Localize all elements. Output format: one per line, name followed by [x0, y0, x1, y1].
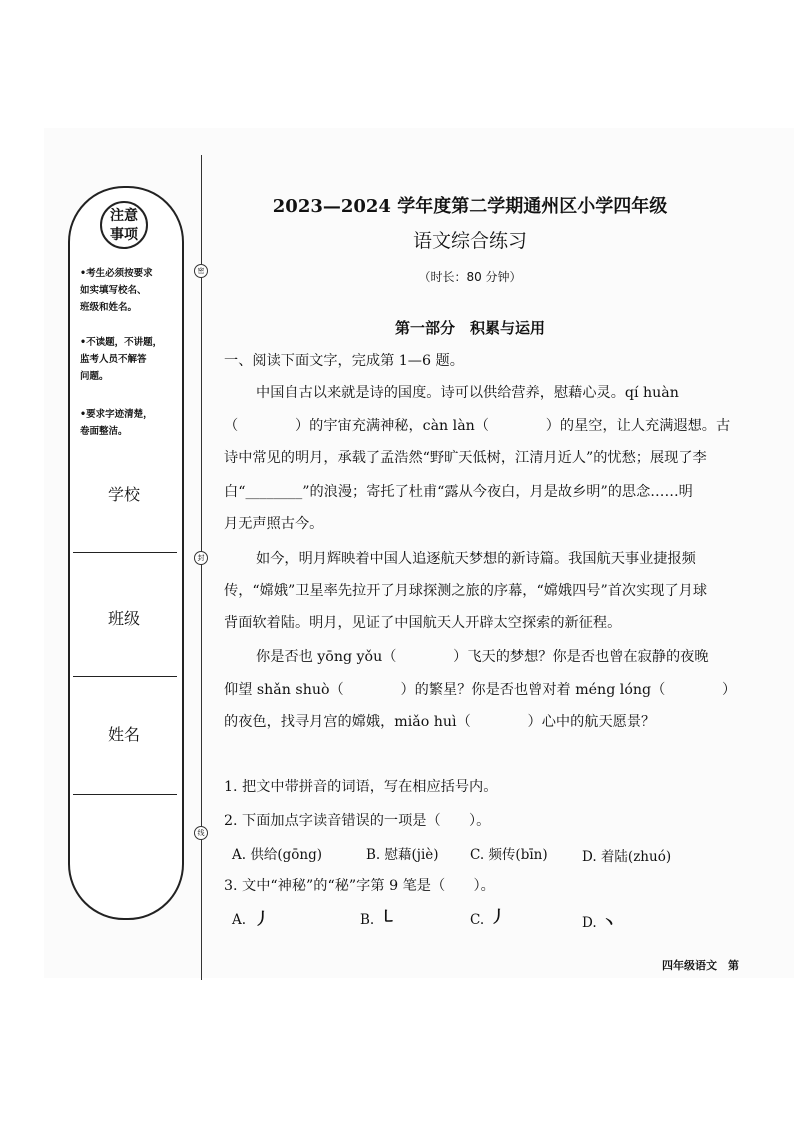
q2-option-a[interactable]: A. 供给(gōng)	[232, 847, 322, 863]
exam-subtitle: 语文综合练习	[412, 230, 527, 252]
q3-option-c[interactable]: C.	[470, 912, 485, 928]
q2-option-c[interactable]: C. 频传(bīn)	[470, 847, 548, 863]
seal-hole-3: 线	[194, 826, 208, 840]
section-instruction: 一、阅读下面文字，完成第 1—6 题。	[224, 353, 464, 369]
passage-line: 月无声照古今。	[224, 516, 324, 532]
stroke-vertical-curve-icon: ㇄	[380, 907, 397, 926]
page-footer: 四年级语文 第	[662, 959, 739, 972]
name-line[interactable]	[73, 794, 177, 795]
q2-option-b[interactable]: B. 慰藉(jiè)	[366, 847, 439, 863]
stroke-dot-icon: 丶	[601, 913, 618, 932]
q3-option-d[interactable]: D.	[582, 915, 597, 931]
q2-option-d[interactable]: D. 着陆(zhuó)	[582, 849, 672, 865]
question-2: 2. 下面加点字读音错误的一项是（ ）。	[224, 813, 491, 829]
passage-line: 中国自古以来就是诗的国度。诗可以供给营养，慰藉心灵。qí huàn	[256, 385, 679, 401]
school-label: 学校	[107, 485, 140, 504]
note-1-line-2: 如实填写校名、	[80, 285, 147, 296]
badge-line-2: 事项	[110, 227, 138, 243]
note-2	[80, 334, 180, 385]
q3-option-b[interactable]: B.	[360, 912, 375, 928]
part-heading: 第一部分 积累与运用	[394, 319, 545, 337]
passage-line: （ ）的宇宙充满神秘，càn làn（ ）的星空，让人充满遐想。古	[224, 418, 731, 434]
notice-badge	[100, 201, 148, 249]
passage-line: 白“________”的浪漫；寄托了杜甫“露从今夜白，月是故乡明”的思念……明	[224, 484, 693, 500]
passage-line: 如今，明月辉映着中国人追逐航天梦想的新诗篇。我国航天事业捷报频	[256, 551, 696, 567]
stroke-pie-icon: 丿	[490, 907, 507, 926]
passage-line: 仰望 shǎn shuò（ ）的繁星？你是否也曾对着 méng lóng（ ）	[224, 682, 737, 698]
seal-hole-1: 密	[194, 264, 208, 278]
q3-option-a[interactable]: A.	[232, 912, 247, 928]
passage-line: 背面软着陆。明月，见证了中国航天人开辟太空探索的新征程。	[224, 615, 622, 631]
name-label: 姓名	[107, 725, 140, 744]
binding-line	[201, 155, 202, 980]
passage-line: 诗中常见的明月，承载了孟浩然“野旷天低树，江清月近人”的忧愁；展现了李	[224, 450, 707, 466]
badge-line-1: 注意	[110, 208, 138, 224]
note-2-line-3: 问题。	[80, 371, 109, 382]
note-3	[80, 406, 180, 440]
passage-line: 传，“嫦娥”卫星率先拉开了月球探测之旅的序幕，“嫦娥四号”首次实现了月球	[224, 583, 708, 599]
exam-title: 2023—2024 学年度第二学期通州区小学四年级	[272, 196, 668, 217]
question-3: 3. 文中“神秘”的“秘”字第 9 笔是（ ）。	[224, 878, 495, 894]
note-1-line-3: 班级和姓名。	[80, 302, 138, 313]
seal-hole-2: 封	[194, 551, 208, 565]
class-label: 班级	[107, 609, 140, 628]
note-1	[80, 265, 180, 316]
passage-line: 你是否也 yōng yǒu（ ）飞天的梦想？你是否也曾在寂静的夜晚	[256, 649, 709, 665]
note-1-line-1: •考生必须按要求	[80, 268, 153, 279]
exam-duration: （时长：80 分钟）	[418, 270, 522, 284]
stroke-pie-icon: 丿	[254, 909, 271, 928]
note-2-line-1: •不读题，不讲题，	[80, 337, 163, 348]
note-2-line-2: 监考人员不解答	[80, 354, 147, 365]
passage-line: 的夜色，找寻月宫的嫦娥，miǎo huì（ ）心中的航天愿景？	[224, 714, 656, 730]
note-3-line-2: 卷面整洁。	[80, 426, 128, 437]
note-3-line-1: •要求字迹清楚，	[80, 409, 153, 420]
class-line[interactable]	[73, 676, 177, 677]
school-line[interactable]	[73, 552, 177, 553]
question-1: 1. 把文中带拼音的词语，写在相应括号内。	[224, 779, 498, 795]
